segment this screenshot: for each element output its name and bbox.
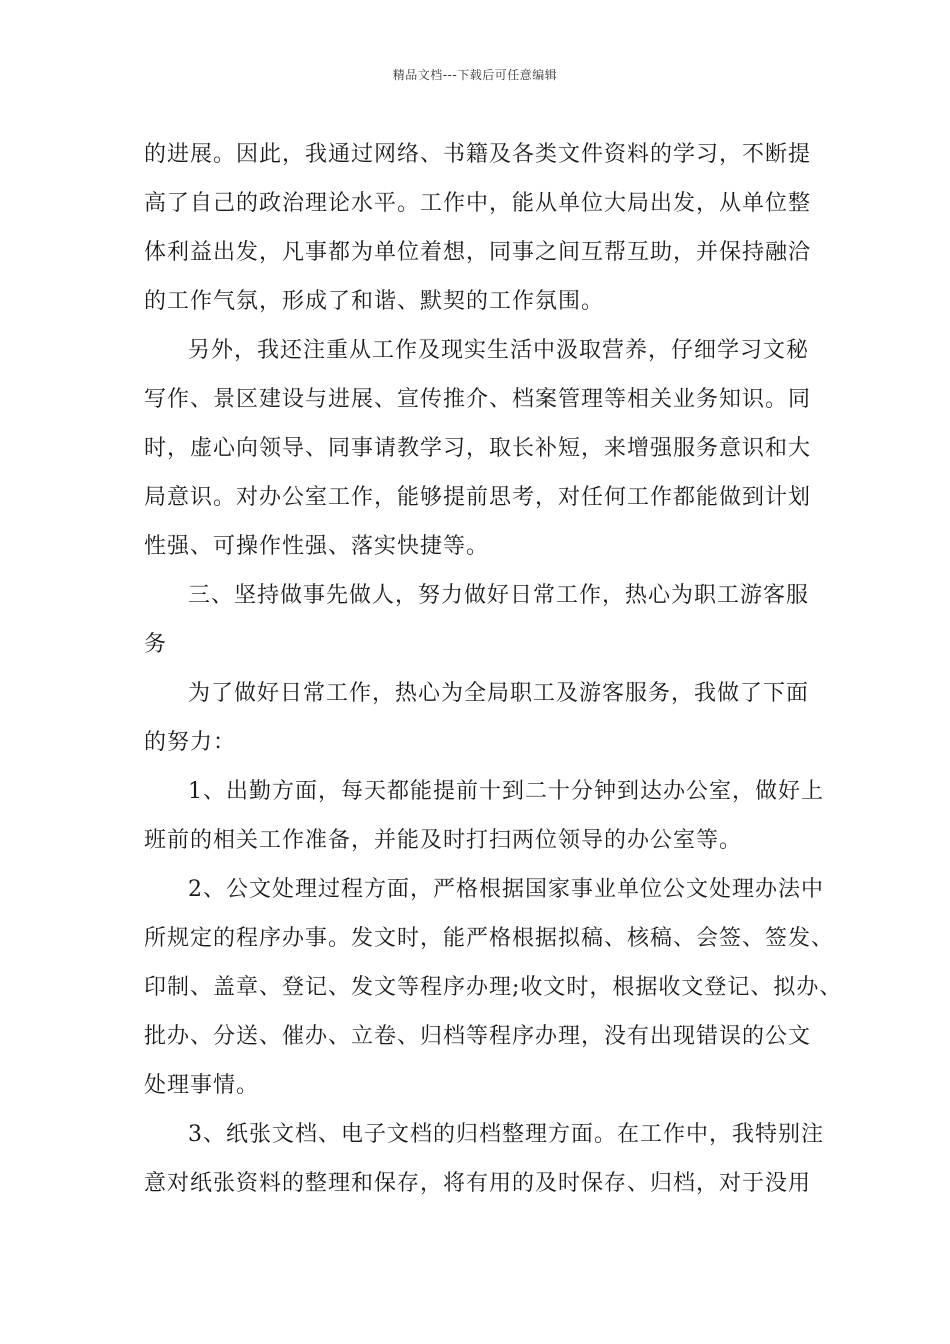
text-line: 高了自己的政治理论水平。工作中，能从单位大局出发，从单位整 [144, 191, 812, 216]
text-line: 局意识。对办公室工作，能够提前思考，对任何工作都能做到计划 [144, 485, 812, 510]
paragraph-first-line: 为了做好日常工作，热心为全局职工及游客服务，我做了下面 [188, 681, 810, 706]
list-item-first-line: 1、出勤方面，每天都能提前十到二十分钟到达办公室，做好上 [188, 779, 824, 804]
text-line: 的努力： [144, 730, 237, 755]
list-item-first-line: 3、纸张文档、电子文档的归档整理方面。在工作中，我特别注 [188, 1122, 824, 1147]
text-line: 所规定的程序办事。发文时，能严格根据拟稿、核稿、会签、签发、 [144, 926, 835, 951]
text-line: 写作、景区建设与进展、宣传推介、档案管理等相关业务知识。同 [144, 387, 812, 412]
document-body [144, 130, 844, 1208]
text-line: 体利益出发，凡事都为单位着想，同事之间互帮互助，并保持融洽 [144, 240, 812, 265]
text-line: 意对纸张资料的整理和保存，将有用的及时保存、归档，对于没用 [144, 1171, 812, 1196]
page-header: 精品文档---下载后可任意编辑 [392, 68, 558, 82]
text-line: 班前的相关工作准备，并能及时打扫两位领导的办公室等。 [144, 828, 743, 853]
text-line: 时，虚心向领导、同事请教学习，取长补短，来增强服务意识和大 [144, 436, 812, 461]
text-line: 的工作气氛，形成了和谐、默契的工作氛围。 [144, 289, 605, 314]
list-item-first-line: 2、公文处理过程方面，严格根据国家事业单位公文处理办法中 [188, 877, 824, 902]
paragraph-first-line: 另外，我还注重从工作及现实生活中汲取营养，仔细学习文秘 [188, 338, 810, 363]
text-line: 处理事情。 [144, 1073, 260, 1098]
text-line: 的进展。因此，我通过网络、书籍及各类文件资料的学习，不断提 [144, 142, 812, 167]
text-line: 印制、盖章、登记、发文等程序办理;收文时，根据收文登记、拟办、 [144, 975, 843, 1000]
text-line: 性强、可操作性强、落实快捷等。 [144, 534, 490, 559]
section-heading-continued: 务 [144, 632, 168, 657]
text-line: 批办、分送、催办、立卷、归档等程序办理，没有出现错误的公文 [144, 1024, 812, 1049]
section-heading: 三、坚持做事先做人，努力做好日常工作，热心为职工游客服 [188, 583, 810, 608]
